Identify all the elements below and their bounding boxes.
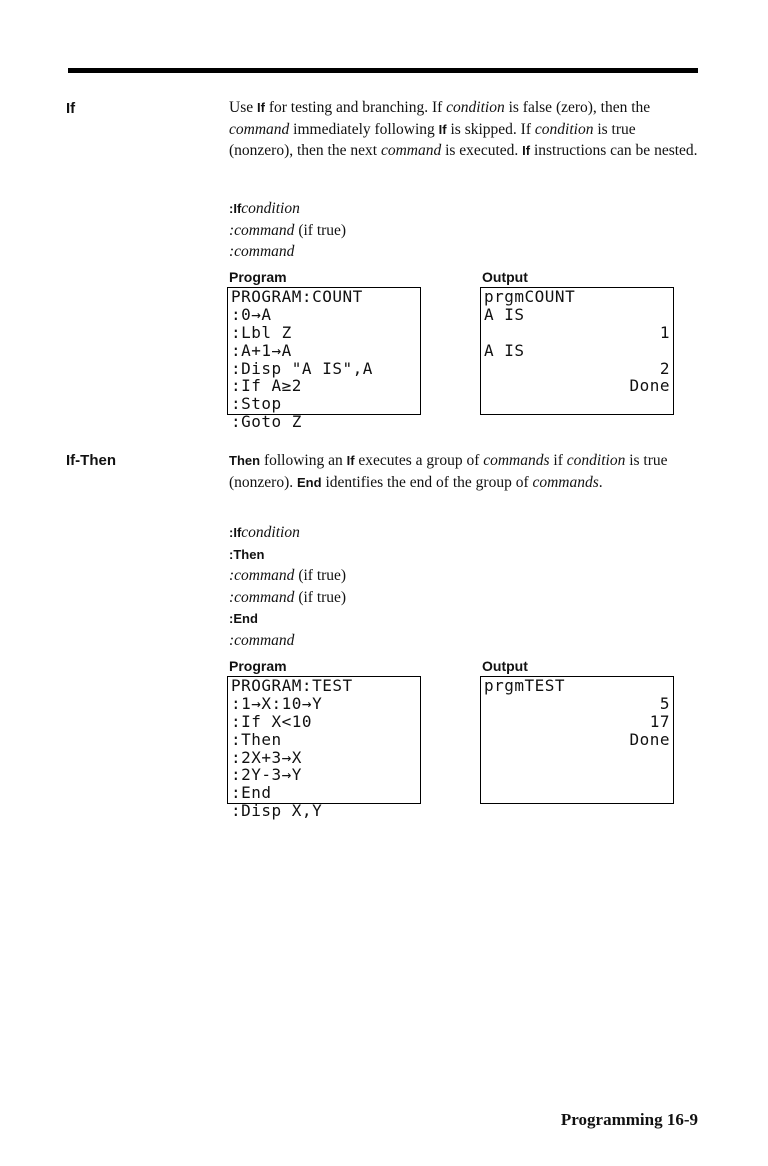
if-program-screen xyxy=(227,287,421,432)
syntax-line: :End xyxy=(229,611,258,626)
ifthen-heading: If-Then xyxy=(66,452,116,469)
output-line: prgmTEST xyxy=(484,676,566,695)
output-line: Done xyxy=(629,729,670,749)
ifthen-program-label: Program xyxy=(229,658,287,674)
program-line: :Disp X,Y xyxy=(231,801,323,821)
if-output-label: Output xyxy=(482,269,528,285)
output-line: prgmCOUNT xyxy=(484,287,576,306)
output-line: 17 xyxy=(649,711,670,731)
output-line: 2 xyxy=(659,358,670,378)
ifthen-program-screen xyxy=(227,676,421,821)
output-line: 1 xyxy=(659,322,670,342)
page-footer: Programming 16-9 xyxy=(560,1110,698,1129)
program-line: :0→A xyxy=(231,304,272,324)
syntax-line: :command xyxy=(229,243,295,260)
program-line: :2X+3→X xyxy=(231,747,302,767)
program-line: PROGRAM:TEST xyxy=(231,676,353,695)
syntax-line: :command (if true) xyxy=(229,588,347,606)
ifthen-description: Then following an If executes a group of commands if condition is true (nonzero). End identifies the end of the group of commands. xyxy=(229,452,668,491)
program-line: :Stop xyxy=(231,394,282,414)
program-line: :2Y-3→Y xyxy=(231,765,302,785)
if-description: Use If for testing and branching. If condition is false (zero), then the command immediately following If is skipped. If condition is true (nonzero), then the next command is executed. If instructions can be nested. xyxy=(229,99,698,159)
program-line: :If A≥2 xyxy=(231,376,302,396)
ifthen-output-screen xyxy=(480,676,674,804)
syntax-line: :Then xyxy=(229,546,265,562)
program-line: PROGRAM:COUNT xyxy=(231,287,363,306)
ifthen-syntax xyxy=(229,522,346,651)
program-line: :1→X:10→Y xyxy=(231,693,323,713)
syntax-line: :Ifcondition xyxy=(229,524,300,541)
output-line: 5 xyxy=(659,693,670,713)
syntax-line: :Ifcondition xyxy=(229,200,300,217)
if-syntax xyxy=(229,198,346,263)
program-line: :Disp "A IS",A xyxy=(231,358,373,378)
program-line: :A+1→A xyxy=(231,340,292,360)
if-program-label: Program xyxy=(229,269,287,285)
syntax-line: :command (if true) xyxy=(229,567,347,584)
if-output-screen xyxy=(480,287,674,415)
output-line: Done xyxy=(629,376,670,396)
output-line: A IS xyxy=(484,340,525,360)
header-rule xyxy=(68,68,698,73)
if-heading: If xyxy=(66,100,76,117)
program-line: :Lbl Z xyxy=(231,322,292,342)
program-line: :End xyxy=(231,783,272,803)
program-line: :Goto Z xyxy=(231,412,302,432)
program-line: :If X<10 xyxy=(231,711,313,731)
program-line: :Then xyxy=(231,729,282,749)
output-line: A IS xyxy=(484,304,525,324)
ifthen-output-label: Output xyxy=(482,658,528,674)
syntax-line: :command (if true) xyxy=(229,221,347,239)
syntax-line: :command xyxy=(229,631,295,649)
